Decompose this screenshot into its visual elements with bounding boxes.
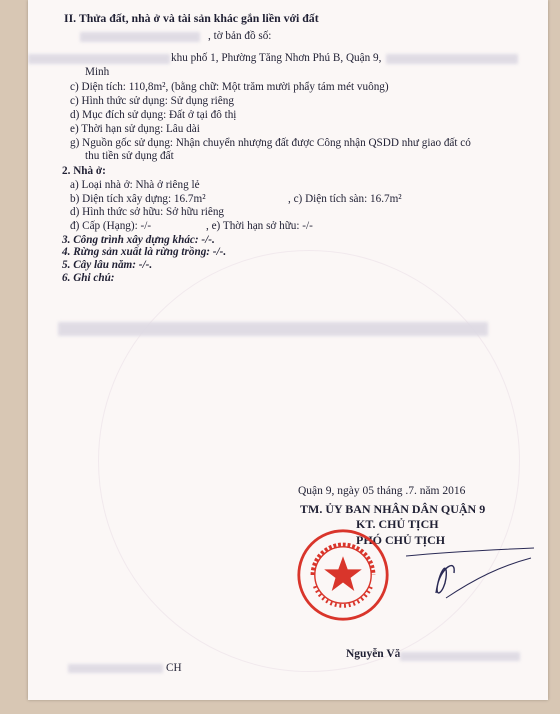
production-forest: 4. Rừng sản xuất là rừng trồng: -/-. [62,246,227,258]
house-grade: đ) Cấp (Hạng): -/- [70,220,152,232]
address-line: khu phố 1, Phường Tăng Nhơn Phú B, Quận 9, [171,52,382,64]
place-date: Quận 9, ngày 05 tháng .7. năm 2016 [298,485,466,497]
signing-role-1: KT. CHỦ TỊCH [356,517,439,531]
other-construction: 3. Công trình xây dựng khác: -/-. [62,234,215,246]
usage-purpose: d) Mục đích sử dụng: Đất ở tại đô thị [70,109,237,121]
built-area: b) Diện tích xây dựng: 16.7m² [70,193,206,205]
usage-form: c) Hình thức sử dụng: Sử dụng riêng [70,95,234,107]
signer-name: Nguyễn Vă [346,648,401,660]
ownership-form: d) Hình thức sở hữu: Sở hữu riêng [70,206,225,218]
land-area: c) Diện tích: 110,8m², (bằng chữ: Một trăm mười phẩy tám mét vuông) [70,81,389,93]
bottom-code: CH [166,662,182,674]
house-type: a) Loại nhà ở: Nhà ở riêng lẻ [70,179,200,191]
redacted-text [80,32,200,42]
redacted-text [400,652,520,661]
redacted-note [58,322,488,336]
redacted-text [68,664,163,673]
redacted-text [28,54,170,64]
map-sheet-label: , tờ bản đồ số: [208,30,272,42]
redacted-text [386,54,518,64]
signing-organization: TM. ỦY BAN NHÂN DÂN QUẬN 9 [300,502,486,516]
notes-label: 6. Ghi chú: [62,272,115,284]
floor-area: , c) Diện tích sàn: 16.7m² [288,193,402,205]
ownership-term: , e) Thời hạn sở hữu: -/- [206,220,313,232]
handwritten-signature [406,538,536,610]
address-line-cont: Minh [85,66,110,78]
usage-term: e) Thời hạn sử dụng: Lâu dài [70,123,200,135]
signing-role-2: PHÓ CHỦ TỊCH [356,533,446,547]
certificate-page [28,0,548,700]
section-heading: II. Thửa đất, nhà ở và tài sản khác gắn liền với đất [64,11,319,25]
usage-origin: g) Nguồn gốc sử dụng: Nhận chuyển nhượng đất được Công nhận QSDD như giao đất có [70,137,471,149]
usage-origin-cont: thu tiền sử dụng đất [85,150,174,162]
perennial-trees: 5. Cây lâu năm: -/-. [62,259,153,271]
house-heading: 2. Nhà ở: [62,165,106,177]
official-seal [296,528,390,622]
